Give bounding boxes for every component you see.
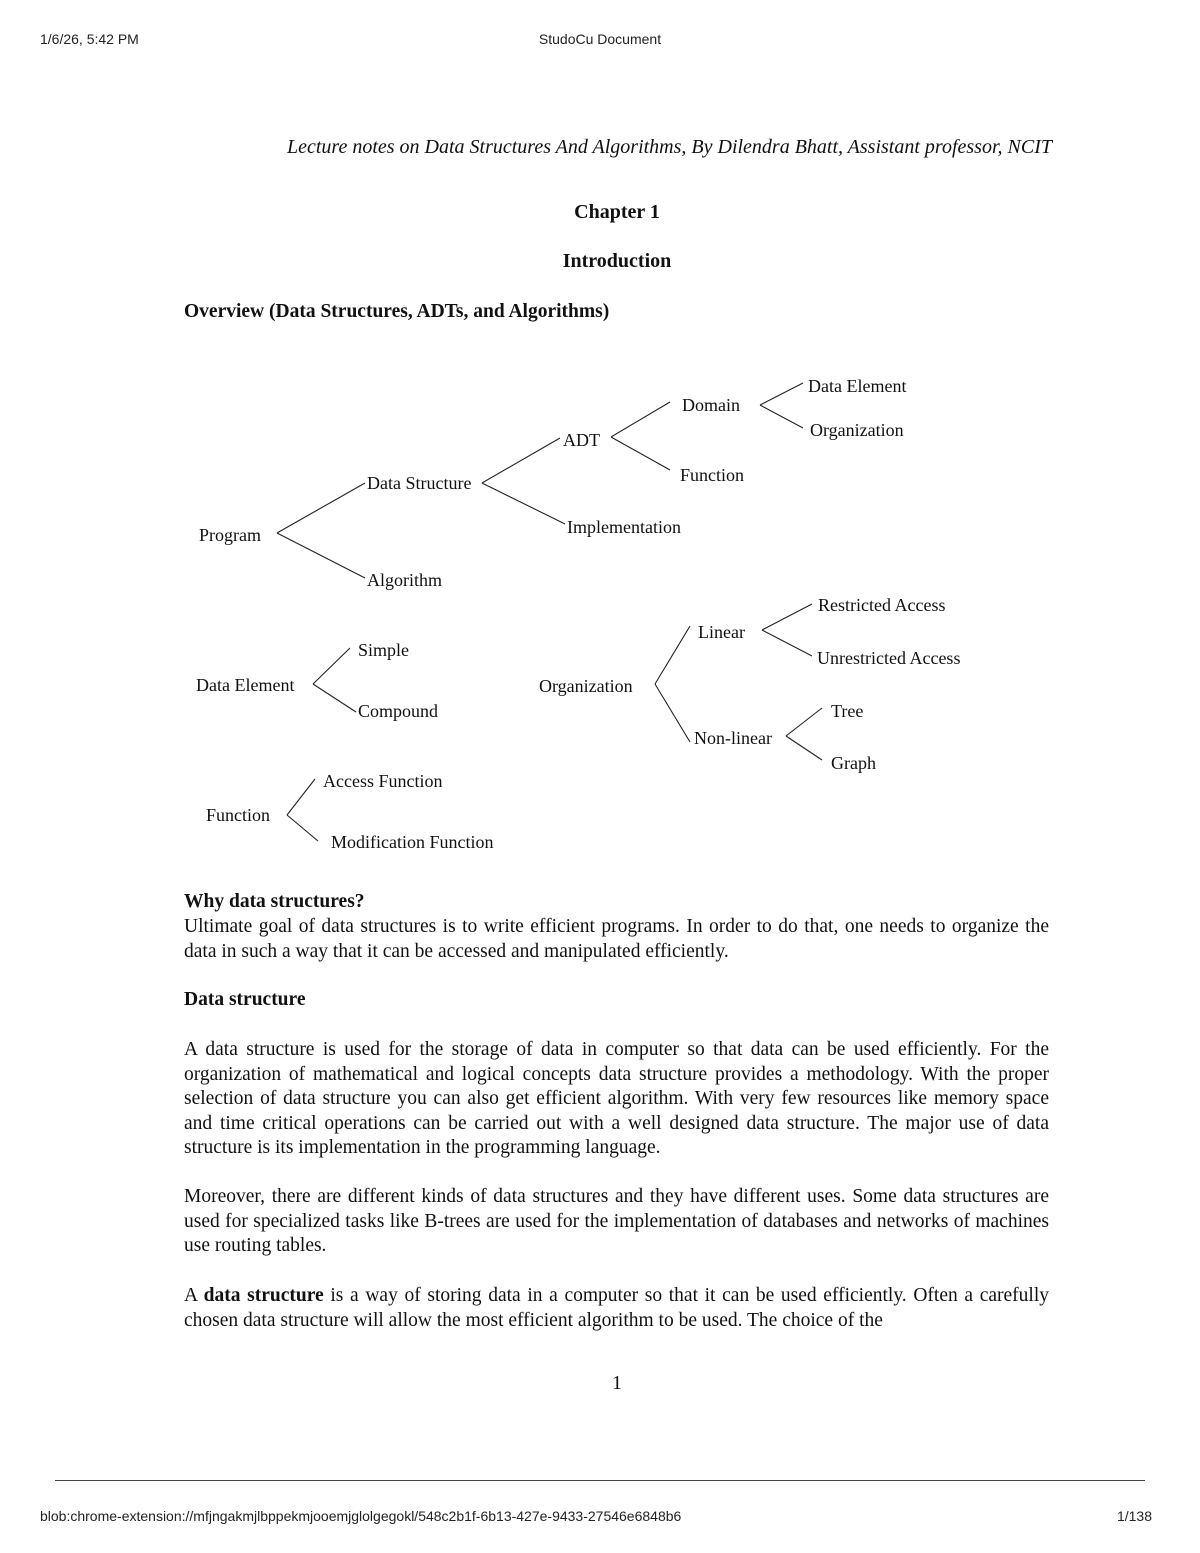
node-graph: Graph (831, 753, 876, 773)
node-restricted-access: Restricted Access (818, 595, 946, 615)
footer-divider (55, 1480, 1145, 1481)
paragraph-3-start: A (184, 1285, 204, 1306)
connector (786, 708, 822, 736)
node-organization-leaf: Organization (810, 420, 904, 440)
connector (287, 779, 315, 815)
node-function: Function (680, 465, 745, 485)
node-program: Program (199, 525, 261, 545)
connector (762, 604, 812, 630)
connector (482, 438, 560, 483)
data-element-tree (196, 640, 438, 721)
connector (760, 405, 803, 428)
chapter-title: Chapter 1 (574, 201, 660, 223)
why-heading: Why data structures? (184, 891, 365, 912)
connector (611, 402, 670, 437)
chapter-subtitle: Introduction (562, 250, 672, 272)
node-function-root: Function (206, 805, 271, 825)
node-tree: Tree (831, 701, 864, 721)
node-organization: Organization (539, 676, 633, 696)
node-domain: Domain (682, 395, 740, 415)
connector (786, 736, 822, 760)
node-access-function: Access Function (323, 771, 443, 791)
connector (760, 383, 803, 405)
node-implementation: Implementation (567, 517, 681, 537)
connector (482, 483, 565, 524)
data-structure-heading: Data structure (184, 989, 306, 1010)
node-data-element: Data Element (196, 675, 295, 695)
node-unrestricted-access: Unrestricted Access (817, 648, 961, 668)
paragraph-3-term: data structure (203, 1285, 324, 1306)
print-page-count: 1/138 (1116, 1508, 1152, 1524)
print-url: blob:chrome-extension://mfjngakmjlbppekmjooemjglolgegokl/548c2b1f-6b13-427e-9433-27546e6848b6 (40, 1508, 682, 1524)
function-tree (206, 771, 493, 852)
node-non-linear: Non-linear (694, 728, 772, 748)
connector (313, 648, 350, 684)
why-paragraph: Ultimate goal of data structures is to write efficient programs. In order to do that, one needs to organize the data in such a way that it can be accessed and manipulated efficiently. (184, 916, 1049, 962)
document-header: Lecture notes on Data Structures And Algorithms, By Dilendra Bhatt, Assistant professor, NCIT (286, 136, 1052, 158)
paragraph-3-rest: is a way of storing data in a computer so that it can be used efficiently. Often a carefully chosen data structure will allow the most efficient algorithm to be used. The choice of the (184, 1285, 1049, 1331)
paragraph-1: A data structure is used for the storage of data in computer so that data can be used efficiently. For the organization of mathematical and logical concepts data structure provides a methodology. With the proper selection of data structure you can also get efficient algorithm. With very few resources like memory space and time critical operations can be carried out with a well designed data structure. The major use of data structure is its implementation in the programming language. (184, 1039, 1049, 1159)
paragraph-2: Moreover, there are different kinds of data structures and they have different uses. Some data structures are used for specialized tasks like B-trees are used for the implementation of databases and networks of machines use routing tables. (184, 1186, 1049, 1257)
node-modification-function: Modification Function (331, 832, 494, 852)
node-linear: Linear (698, 622, 745, 642)
connector (277, 483, 365, 533)
paragraph-3 (184, 1284, 1049, 1333)
node-algorithm: Algorithm (367, 570, 442, 590)
program-tree (199, 376, 906, 590)
connector (611, 437, 670, 470)
connector (655, 626, 690, 684)
organization-tree (539, 595, 960, 773)
print-datetime: 1/6/26, 5:42 PM (40, 31, 139, 47)
node-simple: Simple (358, 640, 410, 660)
connector (277, 533, 365, 578)
page-number: 1 (612, 1372, 622, 1394)
connector (313, 684, 356, 712)
node-data-structure: Data Structure (367, 473, 472, 493)
connector (655, 684, 690, 742)
node-compound: Compound (358, 701, 439, 721)
connector (762, 630, 812, 656)
print-title: StudoCu Document (538, 31, 662, 47)
node-adt: ADT (563, 430, 600, 450)
node-data-element-leaf: Data Element (808, 376, 907, 396)
overview-heading: Overview (Data Structures, ADTs, and Algorithms) (184, 301, 610, 322)
connector (287, 815, 318, 841)
